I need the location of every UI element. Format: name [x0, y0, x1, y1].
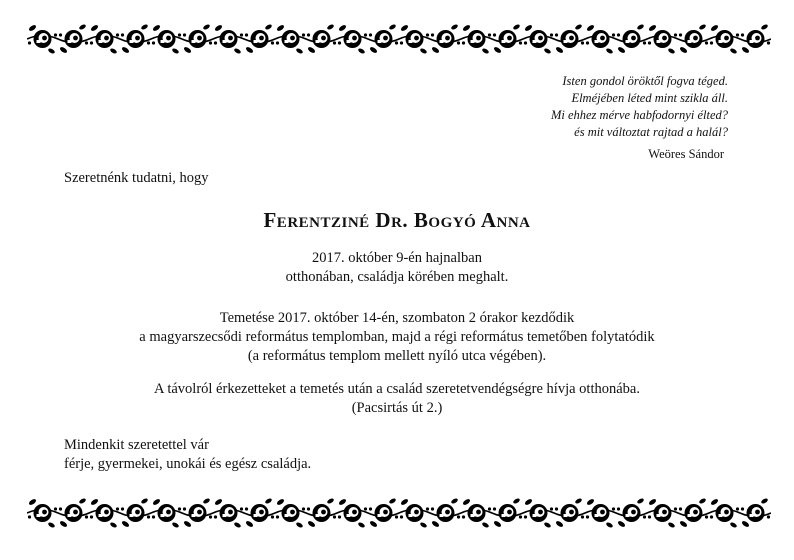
top-ornamental-border: [27, 18, 771, 60]
swirl-ornament-icon: [214, 498, 243, 529]
swirl-ornament-icon: [28, 498, 57, 529]
swirl-ornament-icon: [245, 23, 274, 54]
swirl-ornament-icon: [555, 497, 584, 528]
swirl-ornament-icon: [307, 23, 336, 54]
deceased-name: Ferentziné Dr. Bogyó Anna: [263, 208, 531, 232]
swirl-ornament-icon: [400, 24, 429, 55]
swirl-ornament-icon: [648, 24, 677, 55]
swirl-ornament-icon: [431, 497, 460, 528]
swirl-ornament-icon: [369, 23, 398, 54]
swirl-ornament-icon: [710, 24, 739, 55]
reception-line: A távolról érkezetteket a temetés után a család szeretetvendégségre hívja otthonába.: [154, 381, 640, 397]
swirl-ornament-icon: [276, 498, 305, 529]
swirl-ornament-icon: [183, 497, 212, 528]
poem-line: Isten gondol öröktől fogva téged.: [562, 74, 728, 88]
swirl-ornament-icon: [710, 498, 739, 529]
closing-line: Mindenkit szeretettel vár: [64, 437, 209, 453]
swirl-ornament-icon: [586, 498, 615, 529]
swirl-ornament-icon: [28, 24, 57, 55]
swirl-ornament-icon: [617, 497, 646, 528]
death-line: otthonában, családja körében meghalt.: [285, 269, 509, 285]
poem-line: Mi ehhez mérve habfodornyi élted?: [550, 108, 728, 122]
poem-quote: [388, 73, 728, 141]
bottom-ornamental-border: [27, 492, 771, 534]
swirl-ornament-icon: [338, 24, 367, 55]
funeral-line: a magyarszecsődi református templomban, majd a régi református temetőben folytatódik: [139, 329, 655, 345]
swirl-ornament-icon: [152, 24, 181, 55]
swirl-ornament-icon: [586, 24, 615, 55]
swirl-ornament-icon: [524, 498, 553, 529]
death-line: 2017. október 9-én hajnalban: [312, 250, 482, 266]
swirl-ornament-icon: [245, 497, 274, 528]
swirl-ornament-icon: [617, 23, 646, 54]
swirl-ornament-icon: [121, 497, 150, 528]
closing-line: férje, gyermekei, unokái és egész családja.: [64, 456, 312, 472]
funeral-details: [0, 309, 794, 366]
death-notice: [0, 249, 794, 287]
swirl-ornament-icon: [431, 23, 460, 54]
swirl-ornament-icon: [307, 497, 336, 528]
swirl-ornament-icon: [524, 24, 553, 55]
swirl-ornament-icon: [59, 23, 88, 54]
swirl-ornament-icon: [400, 498, 429, 529]
swirl-ornament-icon: [555, 23, 584, 54]
swirl-ornament-icon: [369, 497, 398, 528]
poem-author: Weöres Sándor: [648, 147, 724, 161]
swirl-ornament-icon: [648, 498, 677, 529]
swirl-ornament-icon: [276, 24, 305, 55]
closing-signature: [64, 436, 311, 474]
reception-line: (Pacsirtás út 2.): [351, 400, 443, 416]
swirl-ornament-icon: [90, 24, 119, 55]
swirl-ornament-icon: [493, 497, 522, 528]
swirl-ornament-icon: [121, 23, 150, 54]
swirl-ornament-icon: [214, 24, 243, 55]
swirl-ornament-icon: [462, 498, 491, 529]
swirl-ornament-icon: [679, 23, 708, 54]
swirl-ornament-icon: [183, 23, 212, 54]
reception-invitation: [0, 380, 794, 418]
poem-line: Elméjében léted mint szikla áll.: [571, 91, 728, 105]
swirl-ornament-icon: [741, 497, 770, 528]
swirl-ornament-icon: [338, 498, 367, 529]
swirl-ornament-icon: [152, 498, 181, 529]
intro-text: Szeretnénk tudatni, hogy: [64, 170, 209, 186]
swirl-ornament-icon: [493, 23, 522, 54]
swirl-ornament-icon: [90, 498, 119, 529]
swirl-ornament-icon: [59, 497, 88, 528]
funeral-line: (a református templom mellett nyíló utca végében).: [247, 348, 547, 364]
poem-line: és mit változtat rajtad a halál?: [574, 125, 728, 139]
swirl-ornament-icon: [679, 497, 708, 528]
swirl-ornament-icon: [741, 23, 770, 54]
funeral-line: Temetése 2017. október 14-én, szombaton 2 órakor kezdődik: [219, 310, 575, 326]
swirl-ornament-icon: [462, 24, 491, 55]
